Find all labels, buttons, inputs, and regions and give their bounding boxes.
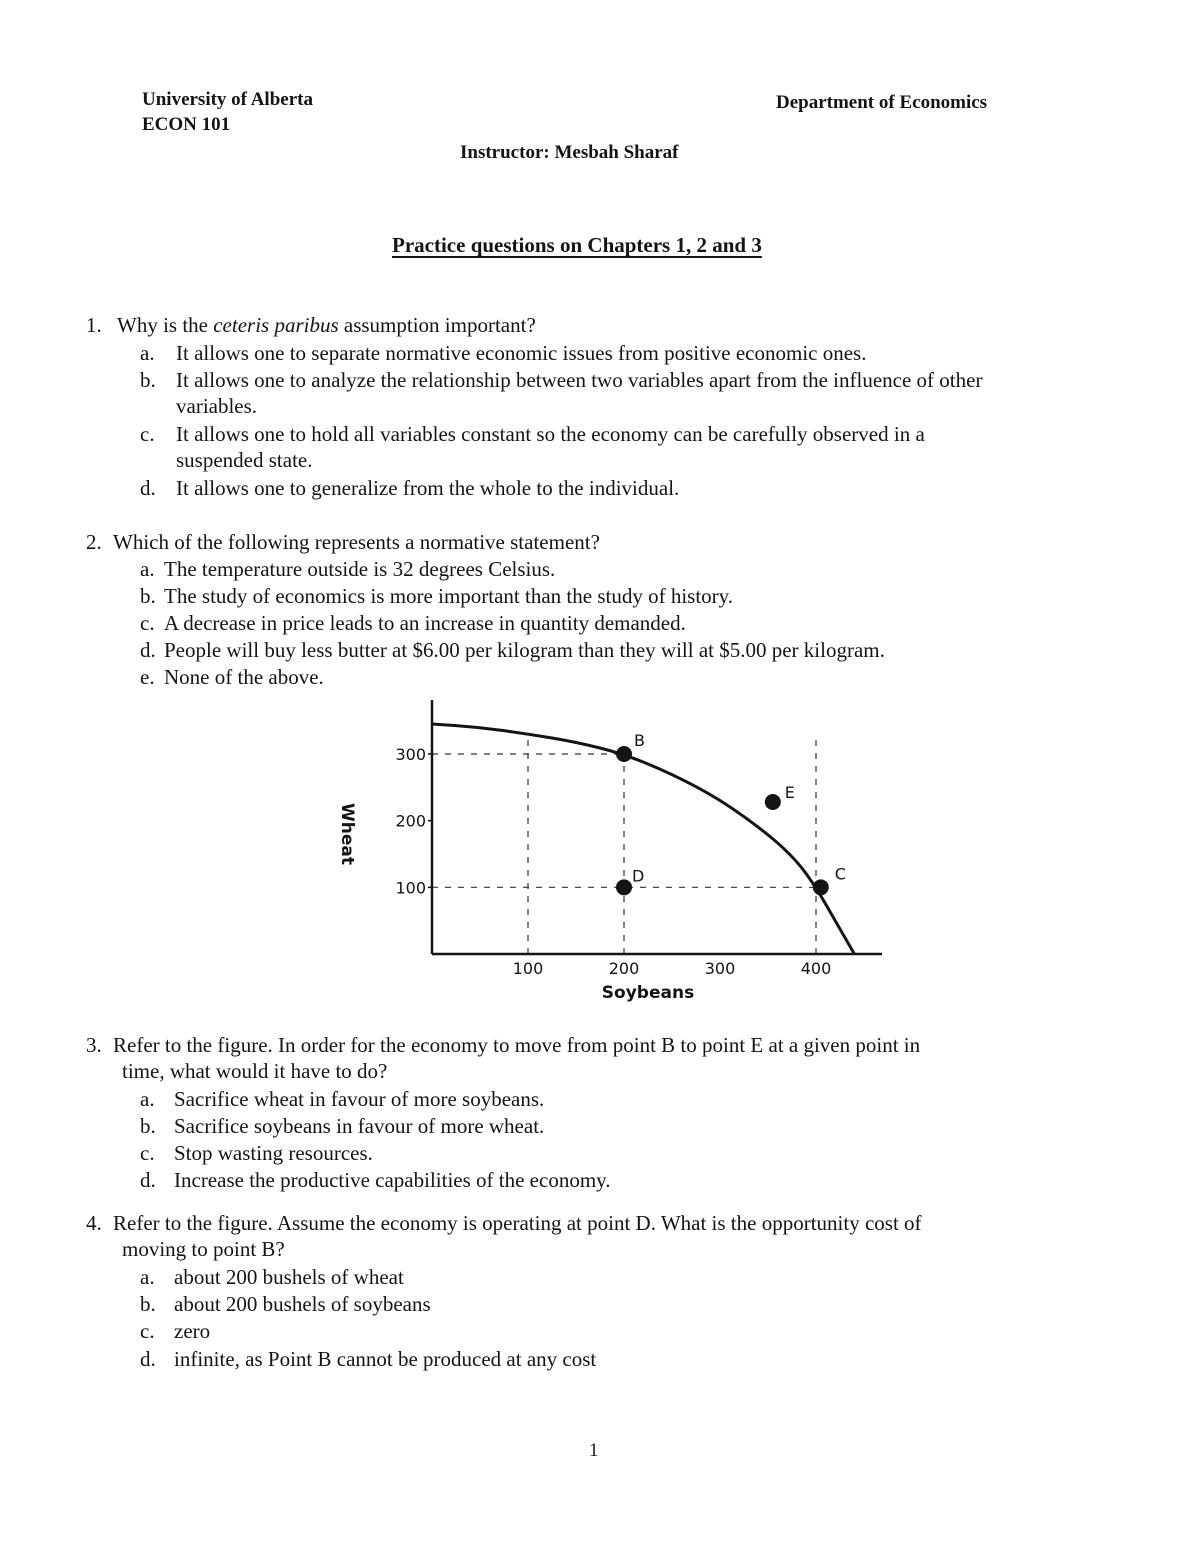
x-tick-label: 300: [704, 959, 736, 978]
option-4c: c.: [140, 1319, 155, 1343]
option-1c: c.: [140, 422, 155, 446]
option-3c-text: Stop wasting resources.: [174, 1141, 373, 1165]
option-1c-text: It allows one to hold all variables constant so the economy can be carefully observed in a: [176, 422, 925, 446]
option-3d-text: Increase the productive capabilities of the economy.: [174, 1168, 611, 1192]
question-number: 3.: [86, 1033, 102, 1057]
ppf-chart: [300, 700, 900, 1020]
university-name: University of Alberta: [142, 89, 313, 110]
ppf-curve: [432, 724, 854, 954]
option-2b-text: The study of economics is more important than the study of history.: [164, 584, 734, 608]
option-3d: d.: [140, 1168, 156, 1192]
page-title: Practice questions on Chapters 1, 2 and 3: [392, 233, 762, 257]
question-text: Why is the ceteris paribus assumption important?: [117, 313, 536, 337]
option-3a: a.: [140, 1087, 155, 1111]
question-number: 2.: [86, 530, 102, 554]
option-4d: d.: [140, 1347, 156, 1371]
option-2e: e.: [140, 665, 155, 689]
point-e-label: E: [784, 783, 795, 802]
course-code: ECON 101: [142, 114, 231, 135]
y-tick-label: 200: [395, 811, 426, 831]
question-4: [86, 1211, 922, 1236]
y-axis-label: Wheat: [337, 803, 357, 865]
x-axis-label: Soybeans: [601, 983, 695, 1003]
question-1: [86, 313, 536, 338]
option-1c-text-cont: suspended state.: [176, 448, 313, 472]
option-2c: c.: [140, 611, 155, 635]
option-2c-text: A decrease in price leads to an increase in quantity demanded.: [164, 611, 686, 635]
question-text: Which of the following represents a normative statement?: [113, 530, 600, 554]
option-1b-text: It allows one to analyze the relationship between two variables apart from the influence of other: [176, 368, 983, 392]
instructor-name: Instructor: Mesbah Sharaf: [460, 142, 679, 163]
option-4b: b.: [140, 1292, 156, 1316]
option-4a-text: about 200 bushels of wheat: [174, 1265, 404, 1289]
point-d-label: D: [632, 866, 645, 886]
option-2d-text: People will buy less butter at $6.00 per kilogram than they will at $5.00 per kilogram.: [164, 638, 885, 662]
question-text: Refer to the figure. Assume the economy is operating at point D. What is the opportunity cost of: [113, 1211, 922, 1235]
option-1b-text-cont: variables.: [176, 394, 258, 418]
y-tick-label: 300: [395, 745, 426, 764]
option-1b: b.: [140, 368, 156, 392]
option-4a: a.: [140, 1265, 155, 1289]
option-3b-text: Sacrifice soybeans in favour of more wheat.: [174, 1114, 545, 1138]
point-c-label: C: [834, 864, 846, 884]
question-2: [86, 530, 600, 555]
question-text: Refer to the figure. In order for the economy to move from point B to point E at a given point in: [113, 1033, 921, 1057]
option-2a-text: The temperature outside is 32 degrees Celsius.: [164, 557, 556, 581]
point-d-marker: [616, 879, 632, 895]
point-b-marker: [616, 746, 632, 762]
question-4-text-cont: moving to point B?: [122, 1237, 285, 1261]
chart-axes: [432, 700, 882, 954]
guide-lines: [432, 734, 821, 954]
option-1a: a.: [140, 341, 155, 365]
option-1d: d.: [140, 476, 156, 500]
department-name: Department of Economics: [776, 92, 988, 113]
option-2b: b.: [140, 584, 156, 608]
question-number: 4.: [86, 1211, 102, 1235]
option-2d: d.: [140, 638, 156, 662]
x-tick-label: 200: [608, 959, 640, 978]
option-2a: a.: [140, 557, 155, 581]
option-4d-text: infinite, as Point B cannot be produced at any cost: [174, 1347, 597, 1371]
option-1d-text: It allows one to generalize from the whole to the individual.: [176, 476, 680, 500]
x-tick-label: 100: [512, 959, 544, 978]
page-number: 1: [589, 1440, 599, 1461]
tick-labels: [395, 745, 831, 978]
point-e-marker: [765, 794, 781, 810]
option-4b-text: about 200 bushels of soybeans: [174, 1292, 431, 1316]
option-3b: b.: [140, 1114, 156, 1138]
question-number: 1.: [86, 313, 102, 337]
question-3: [86, 1033, 920, 1058]
data-points: [616, 731, 846, 895]
point-b-label: B: [634, 731, 645, 750]
x-tick-label: 400: [800, 959, 832, 978]
option-3a-text: Sacrifice wheat in favour of more soybeans.: [174, 1087, 545, 1111]
option-2e-text: None of the above.: [164, 665, 324, 689]
option-1a-text: It allows one to separate normative economic issues from positive economic ones.: [176, 341, 867, 365]
y-tick-label: 100: [395, 878, 426, 898]
option-4c-text: zero: [174, 1319, 211, 1343]
point-c-marker: [813, 879, 829, 895]
question-3-text-cont: time, what would it have to do?: [122, 1059, 388, 1083]
option-3c: c.: [140, 1141, 155, 1165]
